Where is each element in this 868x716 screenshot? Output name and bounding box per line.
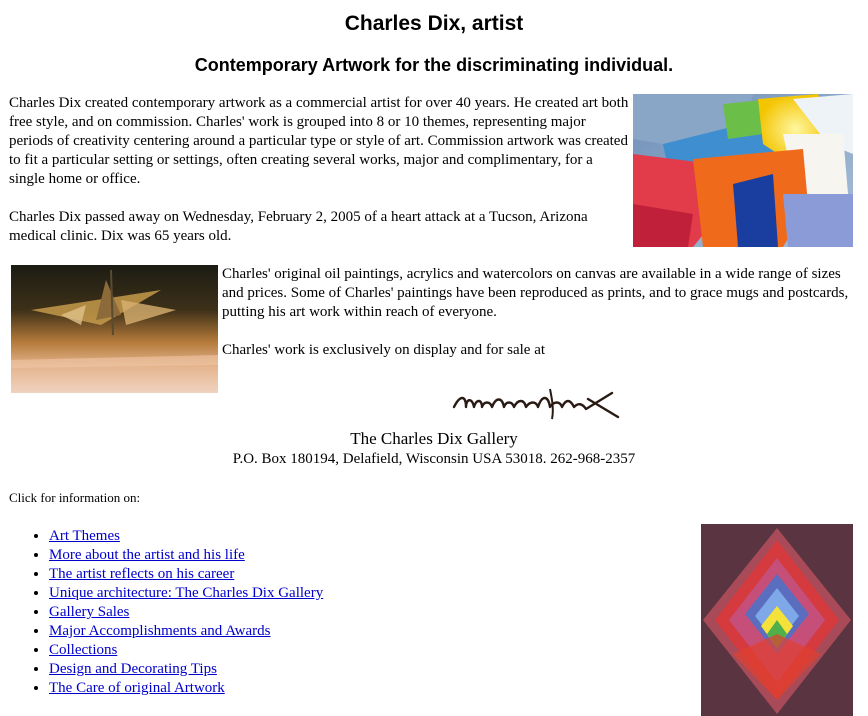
obituary-paragraph: Charles Dix passed away on Wednesday, February 2, 2005 of a heart attack at a Tucson, Arizona medical clinic. Dix was 65 years old. xyxy=(9,209,588,244)
link-about-artist[interactable]: More about the artist and his life xyxy=(49,547,245,563)
signature-image xyxy=(452,385,622,423)
link-unique-architecture[interactable]: Unique architecture: The Charles Dix Gallery xyxy=(49,585,324,601)
link-art-themes[interactable]: Art Themes xyxy=(49,528,120,544)
gallery-name: The Charles Dix Gallery xyxy=(350,429,518,448)
page-subtitle: Contemporary Artwork for the discriminating individual. xyxy=(194,55,674,75)
list-item xyxy=(49,527,323,546)
geometric-painting-image xyxy=(701,524,853,716)
list-item xyxy=(49,546,323,565)
link-artist-reflects[interactable]: The artist reflects on his career xyxy=(49,566,235,582)
link-gallery-sales[interactable]: Gallery Sales xyxy=(49,604,130,620)
list-item xyxy=(49,584,323,603)
gallery-address: P.O. Box 180194, Delafield, Wisconsin USA 53018. 262-968-2357 xyxy=(232,451,636,467)
intro-paragraph: Charles Dix created contemporary artwork as a commercial artist for over 40 years. He created art both free style, and on commission. Charles' work is grouped into 8 or 10 themes, representing major periods of creativity centering around a particular type or style of art. Commission artwork was created to fit a particular setting or settings, often creating several works, major and complimentary, for a single home or office. xyxy=(9,95,629,187)
link-accomplishments[interactable]: Major Accomplishments and Awards xyxy=(49,623,271,639)
list-item xyxy=(49,603,323,622)
list-item xyxy=(49,565,323,584)
page-title: Charles Dix, artist xyxy=(344,12,524,35)
list-item xyxy=(49,660,323,679)
landscape-painting-image xyxy=(11,265,218,393)
link-design-tips[interactable]: Design and Decorating Tips xyxy=(49,661,217,677)
links-intro: Click for information on: xyxy=(9,490,141,505)
list-item xyxy=(49,641,323,660)
sales-paragraph: Charles' original oil paintings, acrylics and watercolors on canvas are available in a wide range of sizes and prices. Some of Charles' paintings have been reproduced as prints, and to grace mugs and postcards, putting his art work within reach of everyone. xyxy=(222,266,849,320)
list-item xyxy=(49,622,323,641)
link-care-artwork[interactable]: The Care of original Artwork xyxy=(49,680,225,696)
exclusive-paragraph: Charles' work is exclusively on display and for sale at xyxy=(222,342,546,358)
list-item xyxy=(49,679,323,698)
abstract-painting-image xyxy=(633,94,853,247)
link-collections[interactable]: Collections xyxy=(49,642,118,658)
info-links-list xyxy=(9,527,323,698)
